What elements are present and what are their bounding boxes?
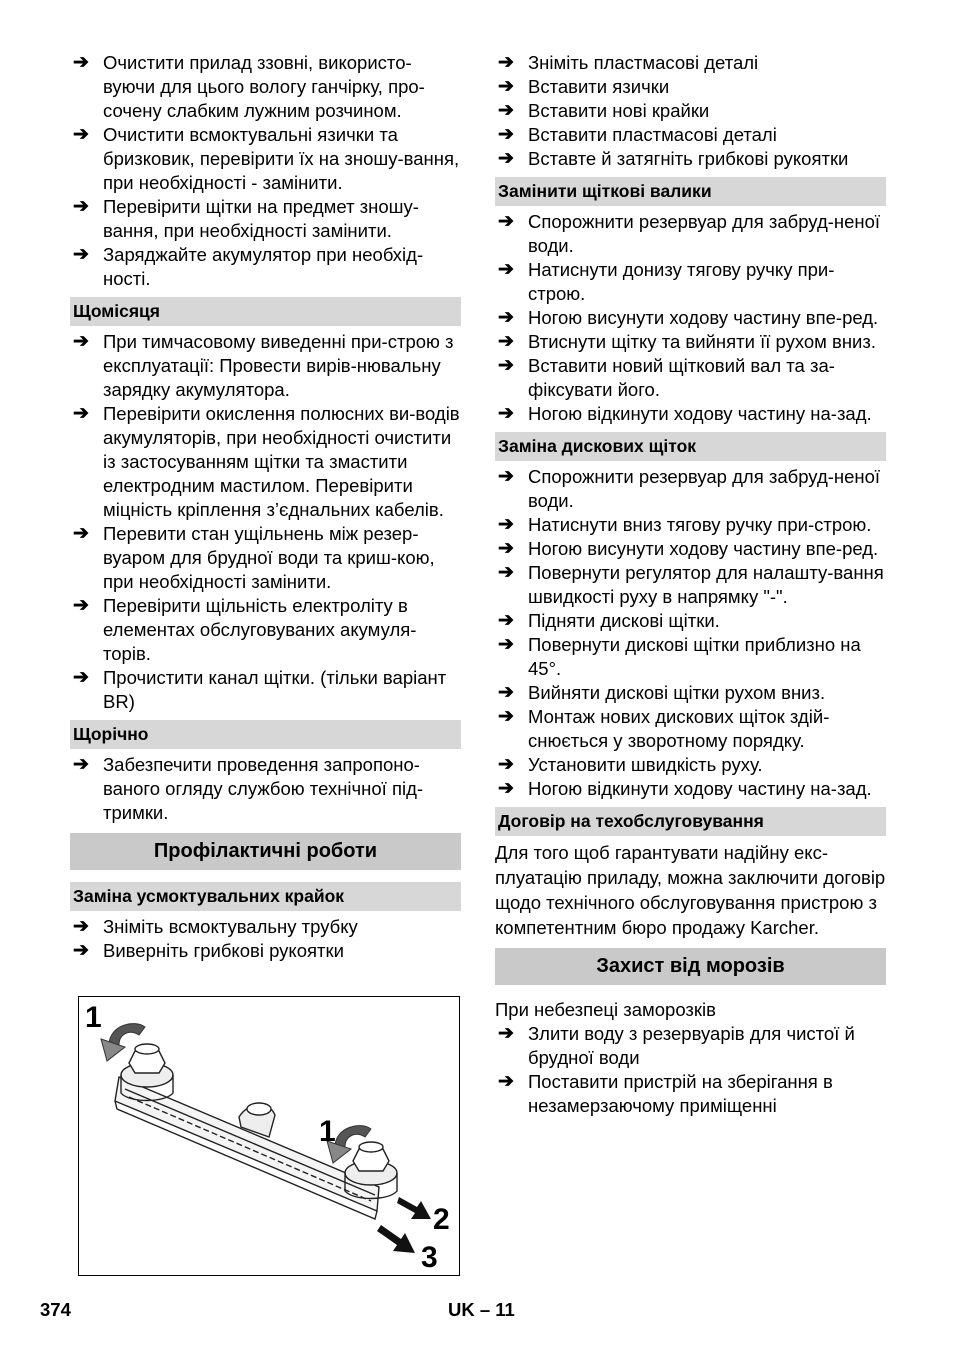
right-column [495,51,886,1118]
roller-list [495,210,886,426]
list-item: ➔ Ногою висунути ходову частину впе-ред. [498,307,879,328]
list-item: ➔ При тимчасовому виведенні при-строю з експлуатації: Провести вирів-нювальну зарядку акумулятора. [73,331,454,400]
list-item: ➔ Перевірити окислення полюсних ви-водів акумуляторів, при необхідності очистити із застосуванням щітки та змастити електродним мастилом. Перевірити міцність кріплення з’єднальних кабелів. [73,403,460,520]
arrow-icon: ➔ [498,514,514,535]
callout-label: 3 [421,1241,438,1274]
callout-label: 2 [433,1203,450,1236]
arrow-icon: ➔ [73,331,89,352]
arrow-icon: ➔ [498,331,514,352]
list-item: ➔ Прочистити канал щітки. (тільки варіант BR) [73,667,447,712]
list-item: ➔ Зніміть всмоктувальну трубку [73,916,358,937]
arrow-icon: ➔ [498,610,514,631]
squeegee-illustration [78,996,460,1276]
arrow-icon: ➔ [73,667,89,688]
arrow-icon: ➔ [498,1023,514,1044]
squeegee-list-continued [495,51,886,171]
callout-label: 1 [319,1115,336,1148]
list-item: ➔ Перевірити щітки на предмет зношу-вання, при необхідності замінити. [73,196,419,241]
page-number: 374 [40,1299,71,1320]
arrow-icon: ➔ [73,244,89,265]
frost-intro: При небезпеці заморозків [495,999,716,1020]
arrow-icon: ➔ [73,196,89,217]
list-item: ➔ Повернути дискові щітки приблизно на 45°. [498,634,861,679]
yearly-heading: Щорічно [70,720,461,749]
arrow-icon: ➔ [73,595,89,616]
arrow-icon: ➔ [498,1071,514,1092]
arrow-icon: ➔ [498,403,514,424]
intro-list [70,51,461,291]
arrow-icon: ➔ [498,682,514,703]
arrow-icon: ➔ [498,466,514,487]
arrow-icon: ➔ [73,754,89,775]
list-item: ➔ Натиснути донизу тягову ручку при-строю. [498,259,835,304]
callout-label: 1 [85,1001,102,1034]
list-item: ➔ Ногою висунути ходову частину впе-ред. [498,538,879,559]
list-item: ➔ Ногою відкинути ходову частину на-зад. [498,778,872,799]
arrow-icon: ➔ [498,76,514,97]
arrow-icon: ➔ [498,634,514,655]
list-item: ➔ Повернути регулятор для налашту-вання швидкості руху в напрямку "-". [498,562,884,607]
frost-section-heading: Захист від морозів [495,948,886,985]
list-item: ➔ Злити воду з резервуарів для чистої й брудної води [498,1023,855,1068]
list-item: ➔ Установити швидкість руху. [498,754,763,775]
list-item: ➔ Забезпечити проведення запропоно-ваного огляду службою технічної під-тримки. [73,754,424,823]
list-item: ➔ Спорожнити резервуар для забруд-неної води. [498,466,881,511]
arrow-icon: ➔ [498,778,514,799]
list-item: ➔ Очистити всмоктувальні язички та бризковик, перевірити їх на зношу-вання, при необхідності - замінити. [73,124,460,193]
list-item: ➔ Втиснути щітку та вийняти її рухом вниз. [498,331,877,352]
monthly-heading: Щомісяця [70,297,461,326]
list-item: ➔ Підняти дискові щітки. [498,610,720,631]
left-column [70,51,461,963]
squeegee-list [70,915,461,963]
squeegee-drawing [79,997,459,1275]
yearly-list [70,753,461,825]
frost-list [495,1022,886,1118]
list-item: ➔ Натиснути вниз тягову ручку при-строю. [498,514,872,535]
list-item: ➔ Вставити новий щітковий вал та за-фіксувати його. [498,355,835,400]
arrow-icon: ➔ [73,124,89,145]
list-item: ➔ Виверніть грибкові рукоятки [73,940,344,961]
contract-heading: Договір на техобслуговування [495,807,886,836]
maintenance-section-heading: Профілактичні роботи [70,833,461,870]
list-item: ➔ Вставити язички [498,76,670,97]
list-item: ➔ Перевірити щільність електроліту в елементах обслуговуваних акумуля-торів. [73,595,417,664]
disc-list [495,465,886,801]
list-item: ➔ Ногою відкинути ходову частину на-зад. [498,403,872,424]
contract-paragraph: Для того щоб гарантувати надійну екс-плуатацію приладу, можна заключити договір щодо технічного обслуговування пристрою з компетентним бюро продажу Karcher. [495,842,886,938]
section-label: UK – 11 [448,1299,515,1320]
arrow-icon: ➔ [73,916,89,937]
list-item: ➔ Вставте й затягніть грибкові рукоятки [498,148,849,169]
arrow-icon: ➔ [498,124,514,145]
arrow-icon: ➔ [498,562,514,583]
list-item: ➔ Спорожнити резервуар для забруд-неної води. [498,211,881,256]
arrow-icon: ➔ [498,52,514,73]
arrow-icon: ➔ [73,403,89,424]
list-item: ➔ Вставити пластмасові деталі [498,124,777,145]
list-item: ➔ Поставити пристрій на зберігання в незамерзаючому приміщенні [498,1071,833,1116]
arrow-icon: ➔ [73,52,89,73]
list-item: ➔ Перевити стан ущільнень між резер-вуаром для брудної води та криш-кою, при необхідності замінити. [73,523,435,592]
list-item: ➔ Монтаж нових дискових щіток здій-снюється у зворотному порядку. [498,706,830,751]
list-item: ➔ Вийняти дискові щітки рухом вниз. [498,682,826,703]
arrow-icon: ➔ [498,211,514,232]
arrow-icon: ➔ [498,259,514,280]
arrow-icon: ➔ [498,706,514,727]
list-item: ➔ Вставити нові крайки [498,100,710,121]
monthly-list [70,330,461,714]
arrow-icon: ➔ [73,940,89,961]
arrow-icon: ➔ [498,538,514,559]
squeegee-heading: Заміна усмоктувальних крайок [70,882,461,911]
list-item: ➔ Заряджайте акумулятор при необхід-ності. [73,244,424,289]
list-item: ➔ Очистити прилад ззовні, використо-вуючи для цього вологу ганчірку, про-сочену слабким лужним розчином. [73,52,425,121]
roller-heading: Замінити щіткові валики [495,177,886,206]
arrow-icon: ➔ [498,100,514,121]
arrow-icon: ➔ [498,148,514,169]
disc-heading: Заміна дискових щіток [495,432,886,461]
arrow-icon: ➔ [498,754,514,775]
list-item: ➔ Зніміть пластмасові деталі [498,52,759,73]
arrow-icon: ➔ [498,307,514,328]
arrow-icon: ➔ [498,355,514,376]
arrow-icon: ➔ [73,523,89,544]
